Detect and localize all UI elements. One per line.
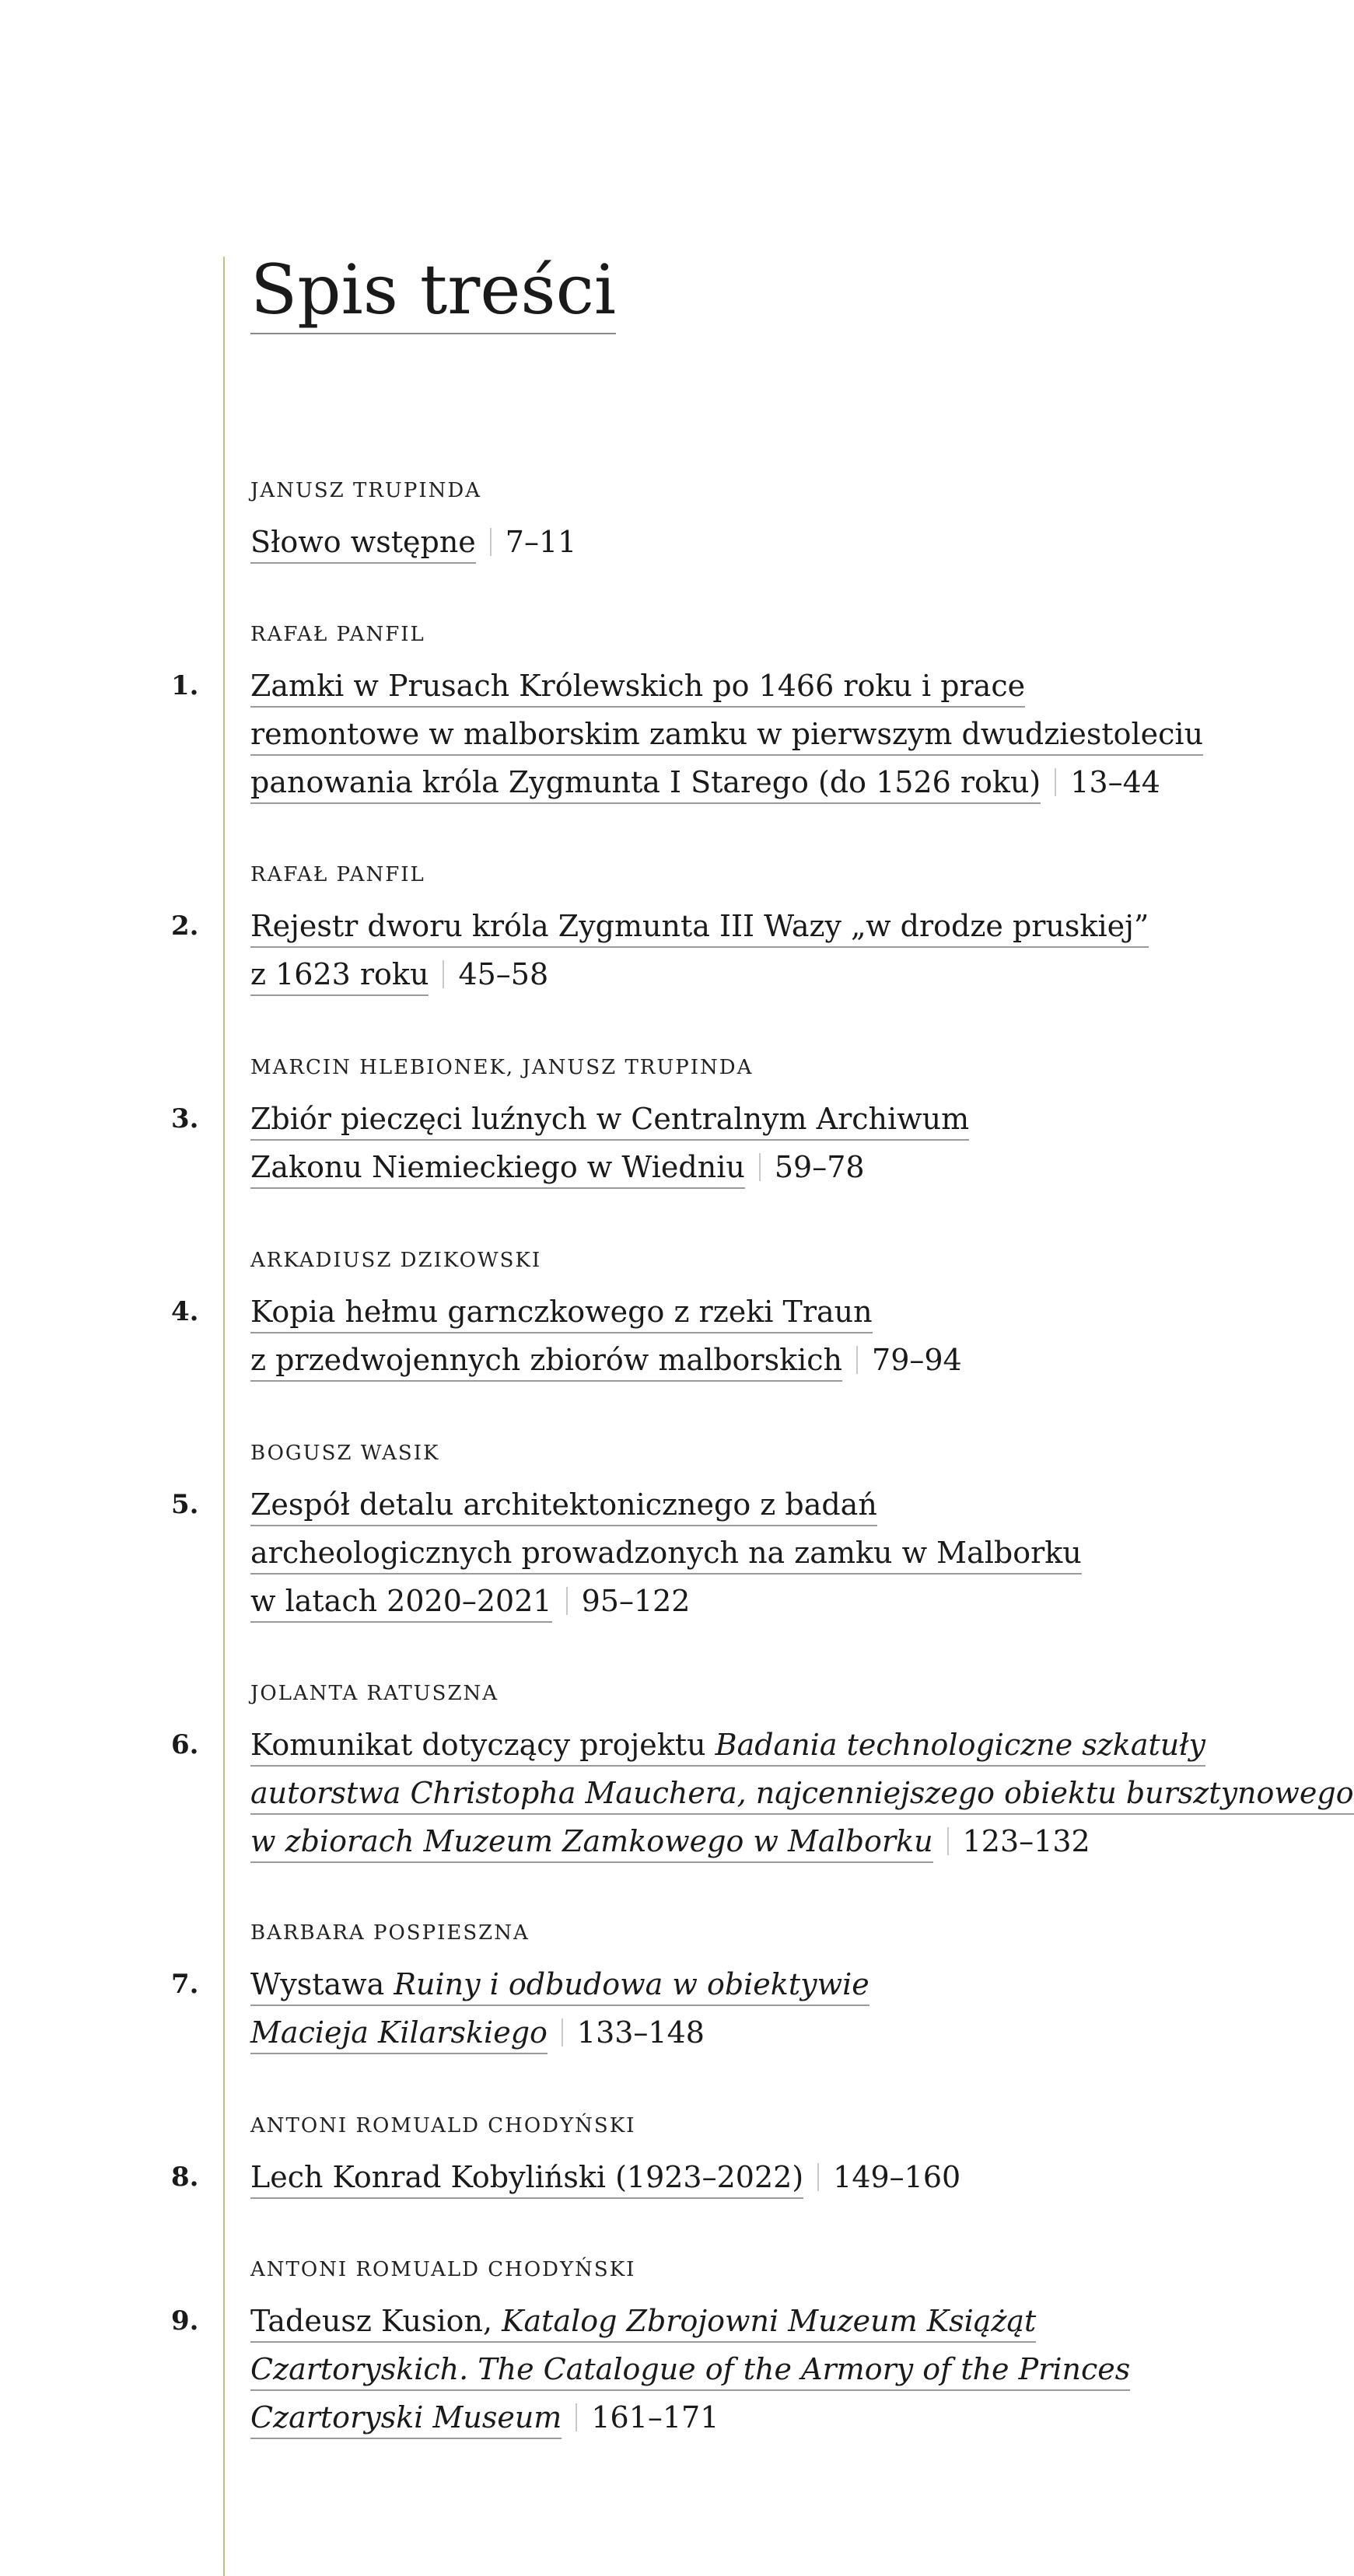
entry-title-text: [250, 1150, 745, 1189]
left-margin-rule: [223, 257, 225, 2576]
title-segment: z przedwojennych zbiorów malborskich: [250, 1343, 843, 1377]
page-range: 95–122: [566, 1587, 691, 1615]
entry-title-block: [171, 902, 1232, 998]
entry-title-text: [250, 2304, 1036, 2343]
entry-title-line: [250, 902, 1232, 950]
entry-number: 7.: [171, 1969, 199, 2000]
entry-title-text: [250, 1102, 969, 1141]
entry-title-line: [250, 2393, 1232, 2441]
entry-author: ARKADIUSZ DZIKOWSKI: [250, 1249, 542, 1272]
title-segment: remontowe w malborskim zamku w pierwszym dwudziestoleciu: [250, 717, 1204, 751]
entry-title-text: [250, 2400, 562, 2439]
entry-title-line: [250, 1095, 1232, 1143]
italic-title-segment: Katalog Zbrojowni Muzeum Książąt: [502, 2304, 1037, 2338]
entry-title-text: [250, 1728, 1205, 1767]
entry-title-line: [250, 1480, 1232, 1529]
entry-number: 3.: [171, 1103, 199, 1134]
toc-entry: [171, 1442, 1232, 1625]
entry-title-line: [250, 2153, 1232, 2201]
entry-author: RAFAŁ PANFIL: [250, 623, 425, 646]
entry-title-text: [250, 669, 1025, 708]
entry-title-block: [171, 1960, 1232, 2057]
entry-title-text: [250, 1824, 933, 1863]
entry-title-line: [250, 1288, 1232, 1336]
entry-title-line: [250, 2297, 1232, 2345]
toc-entry: [250, 481, 1232, 566]
title-segment: panowania króla Zygmunta I Starego (do 1526 roku): [250, 765, 1041, 799]
entry-title-block: [171, 2153, 1232, 2201]
entry-author: JOLANTA RATUSZNA: [250, 1682, 499, 1705]
italic-title-segment: Czartoryskich. The Catalogue of the Armory of the Princes: [250, 2352, 1131, 2386]
entry-title-text: [250, 957, 429, 996]
entry-number: 8.: [171, 2162, 199, 2193]
entry-title-text: [250, 2352, 1130, 2391]
title-segment: Słowo wstępne: [250, 525, 476, 559]
page-range: 13–44: [1055, 768, 1160, 796]
page-range: 59–78: [759, 1153, 865, 1181]
page-range: 79–94: [856, 1346, 962, 1374]
entry-author: BOGUSZ WASIK: [250, 1442, 440, 1465]
entry-title-text: [250, 1776, 1354, 1815]
page-range: 133–148: [562, 2019, 705, 2046]
toc-entry: [171, 863, 1232, 998]
page-range: 7–11: [490, 528, 577, 556]
entry-number: 2.: [171, 911, 199, 942]
page-range: 45–58: [443, 960, 548, 988]
entry-title-line: [250, 2008, 1232, 2057]
title-segment: z 1623 roku: [250, 957, 429, 991]
entry-author: BARBARA POSPIESZNA: [250, 1921, 530, 1945]
entry-title-block: [250, 518, 1232, 566]
entry-title-block: [171, 1480, 1232, 1625]
toc-entry: [171, 2114, 1232, 2201]
toc-entry: [171, 1682, 1354, 1865]
entry-title-text: [250, 2160, 803, 2199]
entry-number: 5.: [171, 1489, 199, 1520]
entry-author: ANTONI ROMUALD CHODYŃSKI: [250, 2114, 636, 2137]
entry-title-text: [250, 765, 1041, 804]
toc-entry: [171, 1921, 1232, 2057]
entry-title-text: [250, 909, 1149, 948]
entry-title-text: [250, 525, 476, 564]
title-segment: Wystawa: [250, 1967, 394, 2001]
entry-title-line: [250, 1529, 1232, 1577]
entry-title-text: [250, 1295, 873, 1333]
title-segment: Zamki w Prusach Królewskich po 1466 roku i prace: [250, 669, 1026, 703]
entry-title-text: [250, 1536, 1082, 1575]
entry-title-text: [250, 1487, 877, 1526]
entry-title-text: [250, 1343, 842, 1382]
entry-title-line: [250, 758, 1232, 806]
title-segment: Rejestr dworu króla Zygmunta III Wazy „w drodze pruskiej”: [250, 909, 1149, 943]
entry-title-line: [250, 1769, 1354, 1817]
toc-entry: [171, 1249, 1232, 1384]
page-range: 161–171: [576, 2403, 719, 2431]
italic-title-segment: Czartoryski Museum: [250, 2400, 562, 2434]
title-segment: archeologicznych prowadzonych na zamku w Malborku: [250, 1536, 1082, 1570]
entry-title-line: [250, 1577, 1232, 1625]
entry-author: JANUSZ TRUPINDA: [250, 479, 481, 502]
page-range: 123–132: [947, 1827, 1090, 1855]
entry-title-text: [250, 1967, 869, 2006]
entry-number: 4.: [171, 1296, 199, 1327]
entry-title-block: [171, 1721, 1354, 1865]
title-segment: w latach 2020–2021: [250, 1584, 552, 1618]
toc-entry: [171, 623, 1232, 806]
entry-title-line: [250, 1143, 1232, 1191]
entry-author: RAFAŁ PANFIL: [250, 863, 425, 886]
entry-title-line: [250, 518, 1232, 566]
entry-title-line: [250, 1336, 1232, 1384]
entry-title-line: [250, 1960, 1232, 2008]
toc-entry: [171, 1056, 1232, 1191]
entry-title-line: [250, 1817, 1232, 1865]
title-segment: Zbiór pieczęci luźnych w Centralnym Archiwum: [250, 1102, 970, 1136]
entry-author: ANTONI ROMUALD CHODYŃSKI: [250, 2258, 636, 2281]
italic-title-segment: Ruiny i odbudowa w obiektywie: [394, 1967, 869, 2001]
entry-title-line: [250, 662, 1232, 710]
entry-number: 6.: [171, 1729, 199, 1760]
entry-title-line: [250, 710, 1232, 758]
italic-title-segment: Badania technologiczne szkatuły: [715, 1728, 1206, 1762]
title-segment: Zespół detalu architektonicznego z badań: [250, 1487, 877, 1522]
toc-entry: [171, 2258, 1232, 2441]
entry-title-block: [171, 1095, 1232, 1191]
entry-title-line: [250, 950, 1232, 998]
page-range: 149–160: [817, 2163, 960, 2191]
entry-author: MARCIN HLEBIONEK, JANUSZ TRUPINDA: [250, 1056, 754, 1079]
title-segment: Kopia hełmu garnczkowego z rzeki Traun: [250, 1295, 873, 1329]
entry-title-block: [171, 662, 1232, 806]
title-segment: Komunikat dotyczący projektu: [250, 1728, 715, 1762]
title-segment: Tadeusz Kusion,: [250, 2304, 502, 2338]
entry-title-text: [250, 1584, 552, 1623]
title-segment: Lech Konrad Kobyliński (1923–2022): [250, 2160, 804, 2194]
title-segment: Zakonu Niemieckiego w Wiedniu: [250, 1150, 745, 1184]
entry-title-line: [250, 1721, 1232, 1769]
entry-number: 1.: [171, 670, 199, 701]
italic-title-segment: Macieja Kilarskiego: [250, 2015, 548, 2050]
entry-title-block: [171, 2297, 1232, 2441]
entry-title-text: [250, 2015, 548, 2054]
entry-title-line: [250, 2345, 1232, 2393]
entry-title-block: [171, 1288, 1232, 1384]
entry-title-text: [250, 717, 1203, 756]
page-title: Spis treści: [250, 253, 616, 334]
entry-number: 9.: [171, 2305, 199, 2337]
italic-title-segment: autorstwa Christopha Mauchera, najcenniejszego obiektu bursztynowego: [250, 1776, 1354, 1810]
italic-title-segment: w zbiorach Muzeum Zamkowego w Malborku: [250, 1824, 933, 1858]
